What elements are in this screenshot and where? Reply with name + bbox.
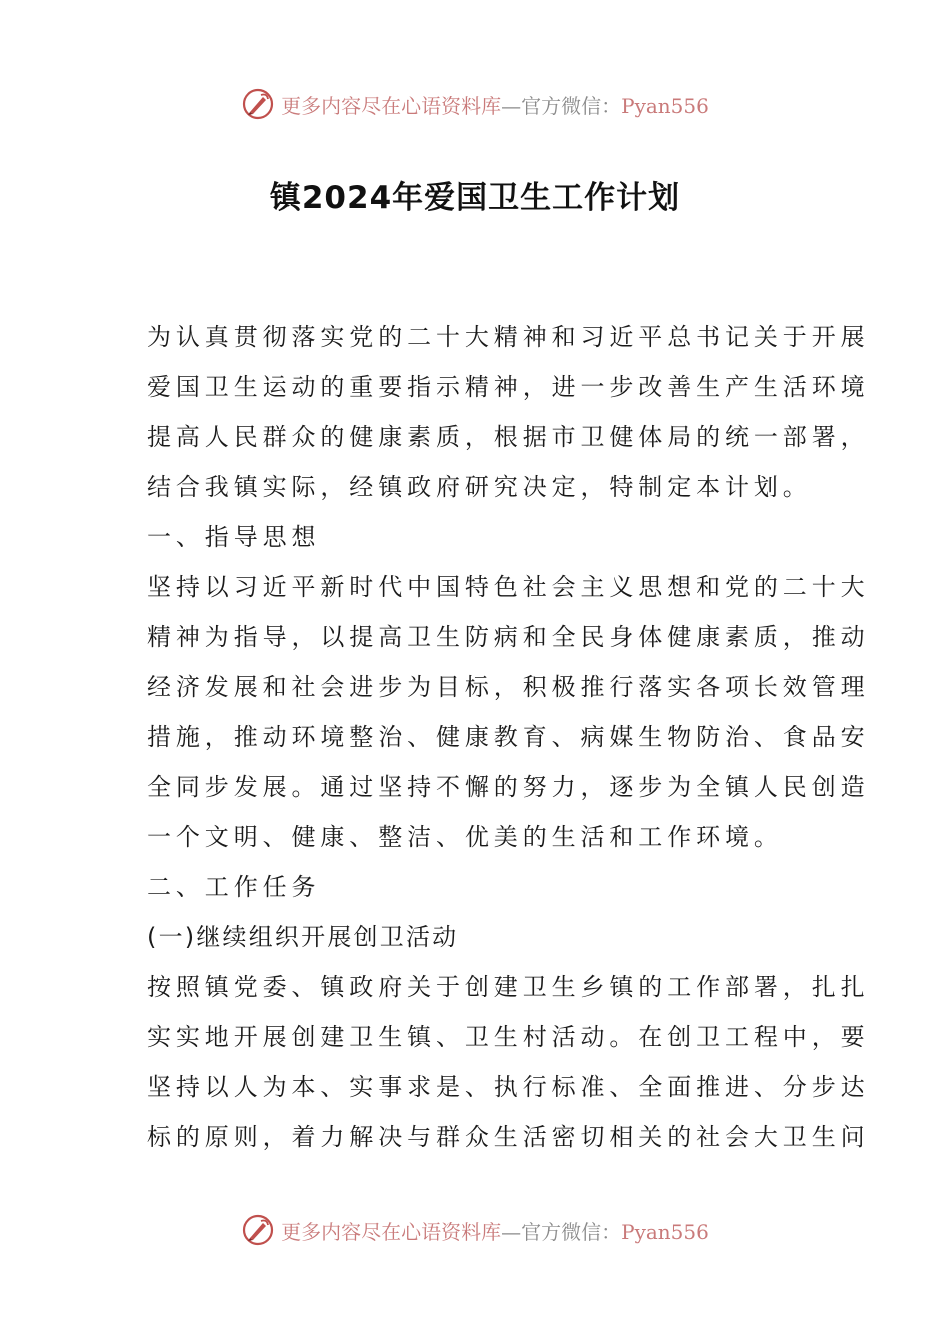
body-line: 经济发展和社会进步为目标，积极推行落实各项长效管理 (147, 673, 870, 701)
section-heading: 一、指导思想 (147, 523, 321, 551)
watermark-text (281, 90, 709, 119)
body-line: 为认真贯彻落实党的二十大精神和习近平总书记关于开展 (147, 323, 870, 351)
body-line: 一个文明、健康、整洁、优美的生活和工作环境。 (147, 823, 783, 851)
body-line: 全同步发展。通过坚持不懈的努力，逐步为全镇人民创造 (147, 773, 870, 801)
watermark-main: 更多内容尽在心语资料库 (281, 1219, 502, 1244)
watermark-id: Pyan556 (621, 93, 709, 118)
document-body (147, 312, 870, 1162)
watermark-wechat: 官方微信： (521, 93, 622, 118)
body-line: 爱国卫生运动的重要指示精神，进一步改善生产生活环境 (147, 373, 870, 401)
body-line: 精神为指导，以提高卫生防病和全民身体健康素质，推动 (147, 623, 870, 651)
watermark-dash: — (501, 93, 522, 118)
subsection-heading: (一)继续组织开展创卫活动 (147, 923, 459, 951)
watermark-id: Pyan556 (621, 1219, 709, 1244)
document-title: 镇2024年爱国卫生工作计划 (269, 180, 681, 216)
watermark-dash: — (501, 1219, 522, 1244)
watermark-main: 更多内容尽在心语资料库 (281, 93, 502, 118)
body-line: 按照镇党委、镇政府关于创建卫生乡镇的工作部署，扎扎 (147, 973, 870, 1001)
pen-logo-icon (241, 1213, 275, 1247)
body-line: 标的原则，着力解决与群众生活密切相关的社会大卫生问 (147, 1123, 870, 1151)
section-heading: 二、工作任务 (147, 873, 321, 901)
header-watermark (0, 84, 950, 124)
body-line: 结合我镇实际，经镇政府研究决定，特制定本计划。 (147, 473, 812, 501)
watermark-text (281, 1216, 709, 1245)
watermark-wechat: 官方微信： (521, 1219, 622, 1244)
body-line: 提高人民群众的健康素质，根据市卫健体局的统一部署， (147, 423, 870, 451)
body-line: 措施，推动环境整治、健康教育、病媒生物防治、食品安 (147, 723, 870, 751)
body-line: 实实地开展创建卫生镇、卫生村活动。在创卫工程中，要 (147, 1023, 870, 1051)
body-line: 坚持以习近平新时代中国特色社会主义思想和党的二十大 (147, 573, 870, 601)
pen-logo-icon (241, 87, 275, 121)
footer-watermark (0, 1210, 950, 1250)
body-line: 坚持以人为本、实事求是、执行标准、全面推进、分步达 (147, 1073, 870, 1101)
